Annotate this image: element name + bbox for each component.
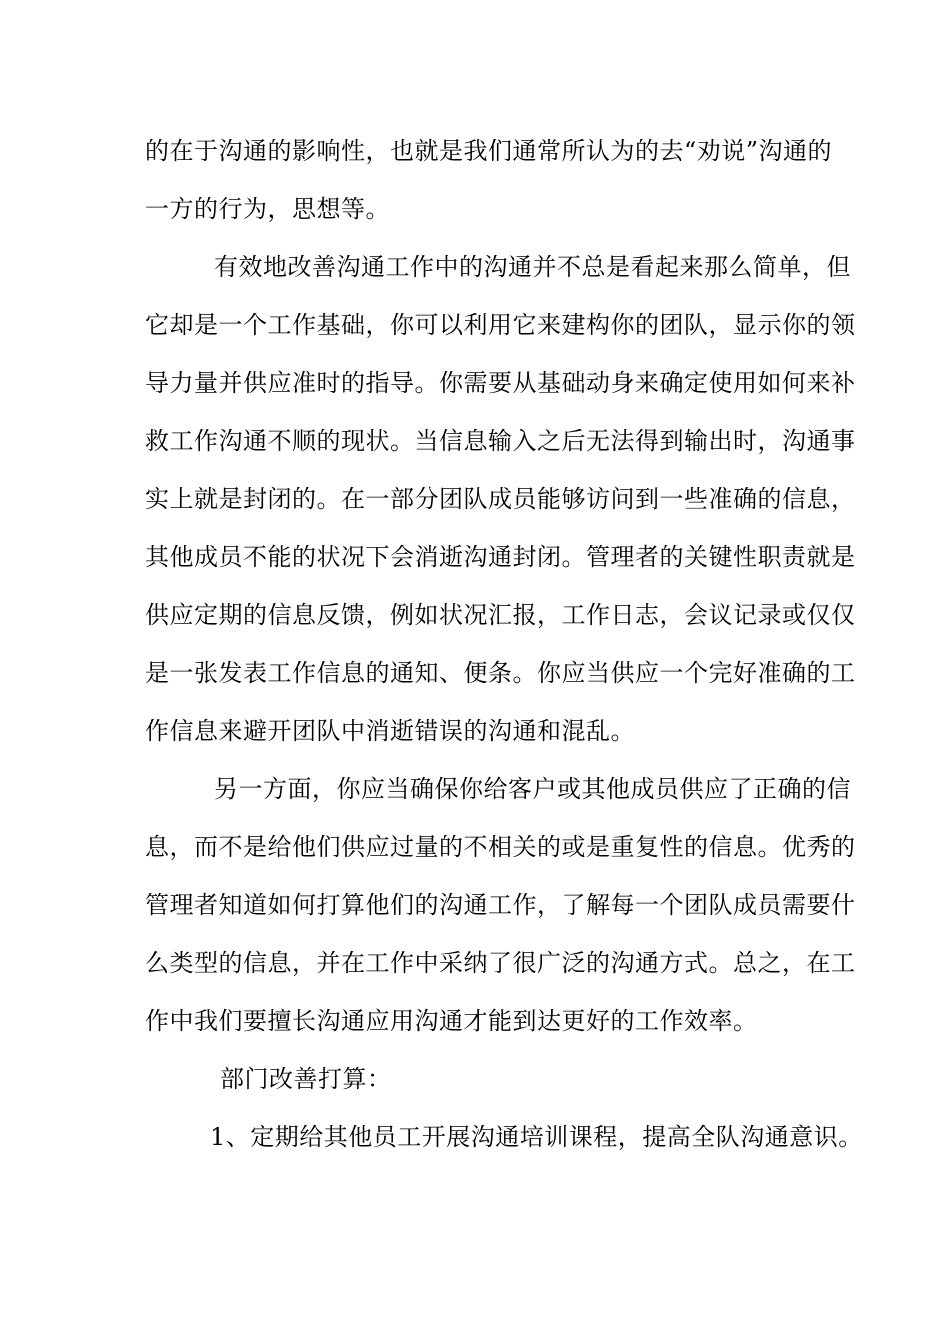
text-line: 实上就是封闭的。在一部分团队成员能够访问到一些准确的信息， — [145, 485, 856, 513]
text-line: 供应定期的信息反馈，例如状况汇报，工作日志，会议记录或仅仅 — [145, 601, 856, 629]
text-line: 作中我们要擅长沟通应用沟通才能到达更好的工作效率。 — [145, 1007, 758, 1035]
text-line: 导力量并供应准时的指导。你需要从基础动身来确定使用如何来补 — [145, 369, 856, 397]
text-line: 是一张发表工作信息的通知、便条。你应当供应一个完好准确的工 — [145, 659, 856, 687]
paragraph-first-line: 有效地改善沟通工作中的沟通并不总是看起来那么简单，但 — [214, 253, 851, 281]
text-line: 息，而不是给他们供应过量的不相关的或是重复性的信息。优秀的 — [145, 833, 856, 861]
text-line: 管理者知道如何打算他们的沟通工作，了解每一个团队成员需要什 — [145, 891, 856, 919]
section-heading: 部门改善打算： — [220, 1065, 392, 1093]
text-line: 其他成员不能的状况下会消逝沟通封闭。管理者的关键性职责就是 — [145, 543, 856, 571]
text-line: 作信息来避开团队中消逝错误的沟通和混乱。 — [145, 717, 635, 745]
text-line: 的在于沟通的影响性，也就是我们通常所认为的去“劝说”沟通的 — [145, 137, 833, 165]
paragraph-first-line: 另一方面，你应当确保你给客户或其他成员供应了正确的信 — [214, 775, 851, 803]
list-item: 1、定期给其他员工开展沟通培训课程，提高全队沟通意识。 — [210, 1123, 863, 1151]
text-line: 它却是一个工作基础，你可以利用它来建构你的团队，显示你的领 — [145, 311, 856, 339]
text-line: 救工作沟通不顺的现状。当信息输入之后无法得到输出时，沟通事 — [145, 427, 856, 455]
text-line: 一方的行为，思想等。 — [145, 195, 390, 223]
text-line: 么类型的信息，并在工作中采纳了很广泛的沟通方式。总之，在工 — [145, 949, 856, 977]
